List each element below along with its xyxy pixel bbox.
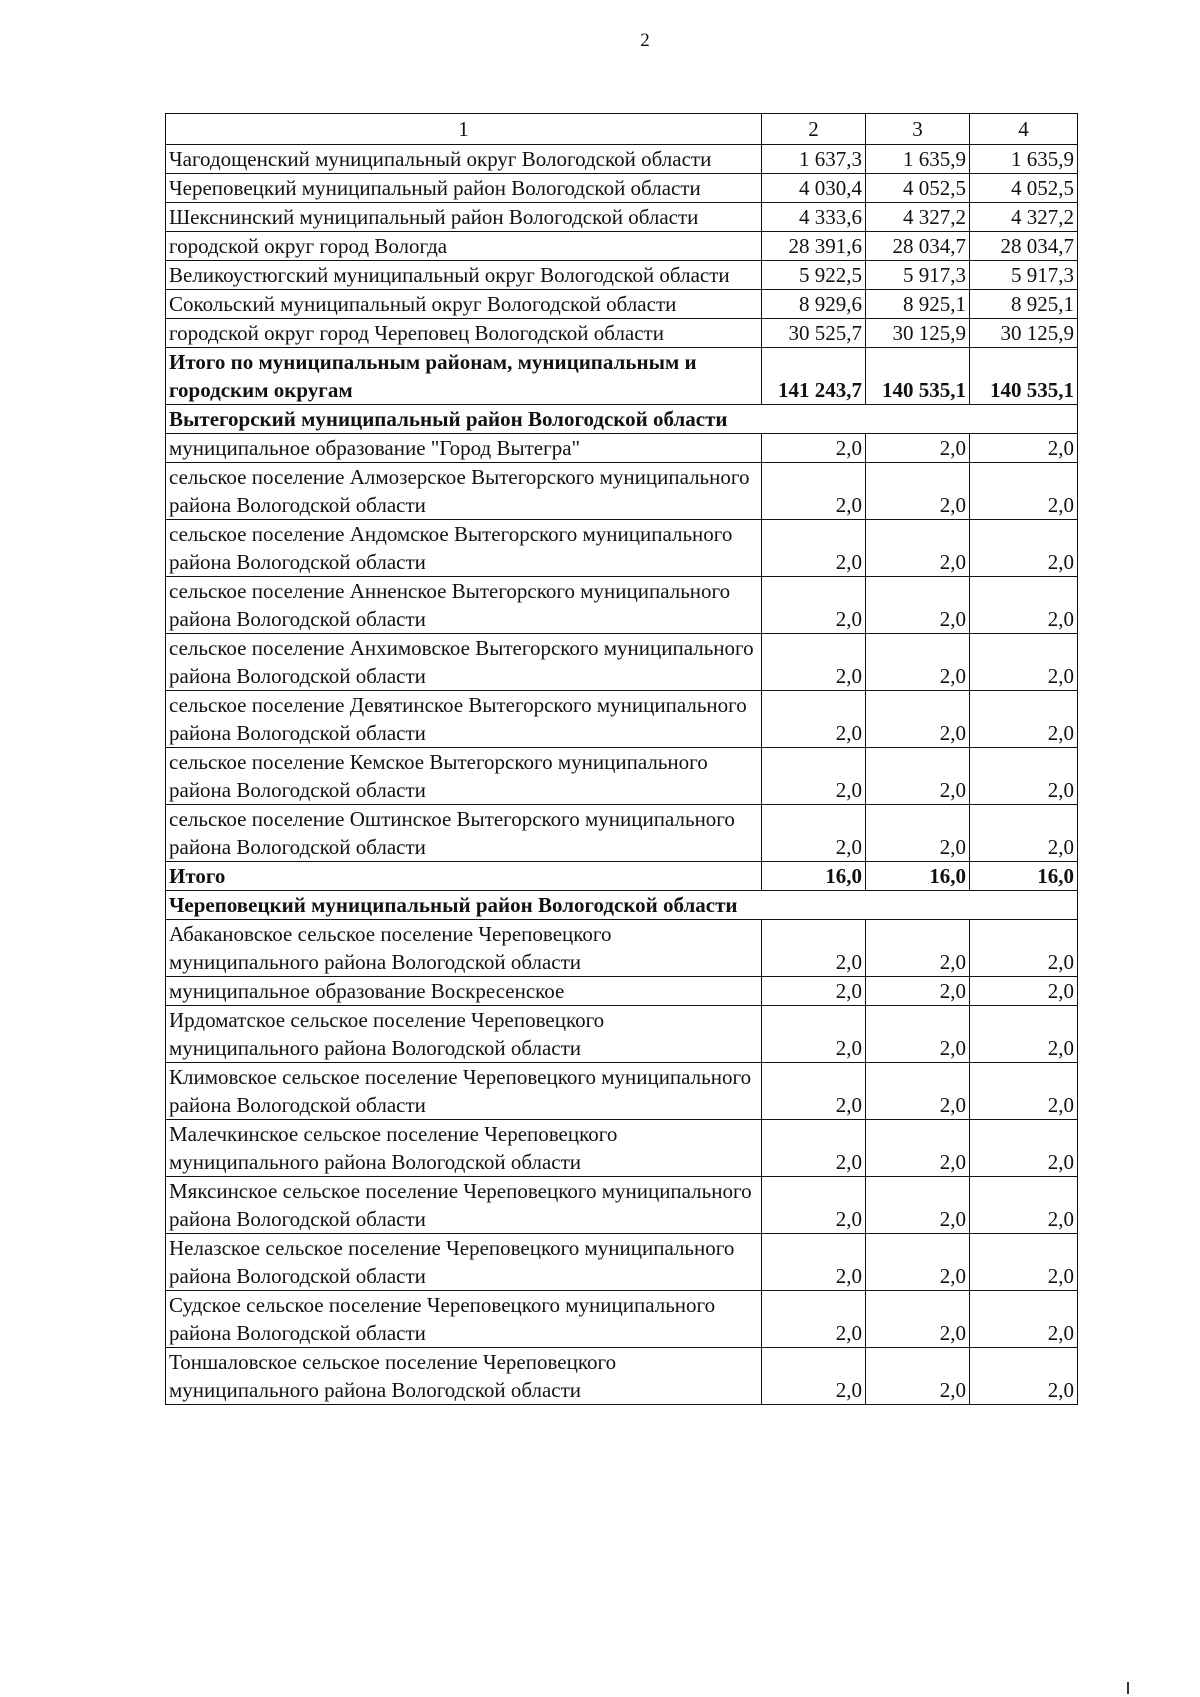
value-col-3: 16,0 [866,862,970,891]
value-col-4: 30 125,9 [970,319,1078,348]
value-col-4: 8 925,1 [970,290,1078,319]
section-title: Вытегорский муниципальный район Вологодской области [166,405,1078,434]
value-col-2: 1 637,3 [762,145,866,174]
value-col-4: 140 535,1 [970,348,1078,405]
value-col-4: 2,0 [970,1177,1078,1234]
section-header-row [166,891,1078,920]
column-header-2: 2 [762,114,866,145]
table-row [166,290,1078,319]
value-col-4: 2,0 [970,1291,1078,1348]
table-row [166,1234,1078,1291]
total-row [166,348,1078,405]
value-col-2: 2,0 [762,463,866,520]
value-col-3: 2,0 [866,1234,970,1291]
value-col-2: 2,0 [762,1120,866,1177]
value-col-2: 2,0 [762,1063,866,1120]
table-row [166,174,1078,203]
value-col-4: 28 034,7 [970,232,1078,261]
value-col-4: 2,0 [970,520,1078,577]
value-col-2: 2,0 [762,977,866,1006]
value-col-3: 28 034,7 [866,232,970,261]
table-row [166,1006,1078,1063]
value-col-3: 2,0 [866,920,970,977]
value-col-2: 2,0 [762,1006,866,1063]
table-row [166,232,1078,261]
value-col-2: 5 922,5 [762,261,866,290]
row-name: Тоншаловское сельское поселение Череповецкого муниципального района Вологодской области [166,1348,762,1405]
value-col-4: 2,0 [970,920,1078,977]
table-row [166,748,1078,805]
value-col-2: 2,0 [762,1291,866,1348]
row-name: сельское поселение Девятинское Вытегорского муниципального района Вологодской области [166,691,762,748]
table-row [166,805,1078,862]
table-row [166,1063,1078,1120]
table-header-row [166,114,1078,145]
value-col-2: 2,0 [762,577,866,634]
value-col-2: 2,0 [762,748,866,805]
value-col-3: 2,0 [866,434,970,463]
value-col-2: 2,0 [762,434,866,463]
table-row [166,520,1078,577]
value-col-3: 2,0 [866,1291,970,1348]
row-name: Сокольский муниципальный округ Вологодской области [166,290,762,319]
table-row [166,463,1078,520]
value-col-2: 2,0 [762,805,866,862]
value-col-3: 5 917,3 [866,261,970,290]
table-row [166,977,1078,1006]
value-col-2: 2,0 [762,920,866,977]
value-col-2: 2,0 [762,634,866,691]
value-col-2: 2,0 [762,1234,866,1291]
table-row [166,1120,1078,1177]
table-row [166,145,1078,174]
value-col-4: 2,0 [970,1063,1078,1120]
row-name: Нелазское сельское поселение Череповецкого муниципального района Вологодской области [166,1234,762,1291]
value-col-4: 4 052,5 [970,174,1078,203]
value-col-2: 2,0 [762,691,866,748]
value-col-4: 2,0 [970,691,1078,748]
value-col-4: 2,0 [970,577,1078,634]
value-col-4: 5 917,3 [970,261,1078,290]
value-col-2: 8 929,6 [762,290,866,319]
value-col-4: 4 327,2 [970,203,1078,232]
row-name: сельское поселение Анхимовское Вытегорского муниципального района Вологодской области [166,634,762,691]
row-name: сельское поселение Андомское Вытегорского муниципального района Вологодской области [166,520,762,577]
row-name: Ирдоматское сельское поселение Череповецкого муниципального района Вологодской области [166,1006,762,1063]
table-row [166,1291,1078,1348]
table-row [166,434,1078,463]
value-col-3: 2,0 [866,691,970,748]
row-name: Шекснинский муниципальный район Вологодской области [166,203,762,232]
value-col-4: 2,0 [970,748,1078,805]
section-header-row [166,405,1078,434]
column-header-1: 1 [166,114,762,145]
value-col-4: 2,0 [970,434,1078,463]
value-col-3: 2,0 [866,520,970,577]
value-col-2: 16,0 [762,862,866,891]
page-number: 2 [640,30,650,51]
value-col-2: 141 243,7 [762,348,866,405]
column-header-3: 3 [866,114,970,145]
row-name: Великоустюгский муниципальный округ Вологодской области [166,261,762,290]
value-col-4: 2,0 [970,1348,1078,1405]
value-col-3: 4 327,2 [866,203,970,232]
row-name: муниципальное образование "Город Вытегра" [166,434,762,463]
value-col-3: 8 925,1 [866,290,970,319]
value-col-2: 2,0 [762,1348,866,1405]
value-col-4: 2,0 [970,1006,1078,1063]
row-name: Итого [166,862,762,891]
value-col-3: 30 125,9 [866,319,970,348]
value-col-3: 140 535,1 [866,348,970,405]
value-col-3: 4 052,5 [866,174,970,203]
value-col-2: 2,0 [762,520,866,577]
value-col-2: 30 525,7 [762,319,866,348]
value-col-2: 2,0 [762,1177,866,1234]
value-col-3: 2,0 [866,634,970,691]
column-header-4: 4 [970,114,1078,145]
value-col-4: 2,0 [970,805,1078,862]
table-row [166,577,1078,634]
table-row [166,203,1078,232]
row-name: Малечкинское сельское поселение Череповецкого муниципального района Вологодской области [166,1120,762,1177]
value-col-4: 2,0 [970,1120,1078,1177]
table-row [166,634,1078,691]
value-col-3: 2,0 [866,463,970,520]
table-row [166,1348,1078,1405]
value-col-3: 2,0 [866,748,970,805]
value-col-3: 2,0 [866,1063,970,1120]
value-col-4: 1 635,9 [970,145,1078,174]
value-col-2: 28 391,6 [762,232,866,261]
value-col-3: 2,0 [866,1006,970,1063]
row-name: Климовское сельское поселение Череповецкого муниципального района Вологодской области [166,1063,762,1120]
value-col-3: 2,0 [866,1120,970,1177]
row-name: городской округ город Череповец Вологодской области [166,319,762,348]
table-row [166,920,1078,977]
row-name: Итого по муниципальным районам, муниципальным и городским округам [166,348,762,405]
row-name: Череповецкий муниципальный район Вологодской области [166,174,762,203]
row-name: сельское поселение Оштинское Вытегорского муниципального района Вологодской области [166,805,762,862]
value-col-3: 1 635,9 [866,145,970,174]
value-col-3: 2,0 [866,1177,970,1234]
value-col-2: 4 333,6 [762,203,866,232]
value-col-3: 2,0 [866,805,970,862]
value-col-4: 2,0 [970,463,1078,520]
row-name: муниципальное образование Воскресенское [166,977,762,1006]
value-col-2: 4 030,4 [762,174,866,203]
row-name: Судское сельское поселение Череповецкого муниципального района Вологодской области [166,1291,762,1348]
value-col-4: 2,0 [970,1234,1078,1291]
row-name: Абакановское сельское поселение Череповецкого муниципального района Вологодской области [166,920,762,977]
value-col-3: 2,0 [866,577,970,634]
row-name: сельское поселение Анненское Вытегорского муниципального района Вологодской области [166,577,762,634]
row-name: городской округ город Вологда [166,232,762,261]
scan-edge-mark [1127,1682,1129,1694]
total-row [166,862,1078,891]
value-col-4: 16,0 [970,862,1078,891]
table-row [166,691,1078,748]
budget-table [165,113,1078,1405]
table-row [166,261,1078,290]
row-name: Чагодощенский муниципальный округ Вологодской области [166,145,762,174]
value-col-4: 2,0 [970,977,1078,1006]
value-col-4: 2,0 [970,634,1078,691]
row-name: Мяксинское сельское поселение Череповецкого муниципального района Вологодской области [166,1177,762,1234]
row-name: сельское поселение Кемское Вытегорского муниципального района Вологодской области [166,748,762,805]
row-name: сельское поселение Алмозерское Вытегорского муниципального района Вологодской области [166,463,762,520]
table-row [166,1177,1078,1234]
value-col-3: 2,0 [866,1348,970,1405]
section-title: Череповецкий муниципальный район Вологодской области [166,891,1078,920]
table-row [166,319,1078,348]
value-col-3: 2,0 [866,977,970,1006]
